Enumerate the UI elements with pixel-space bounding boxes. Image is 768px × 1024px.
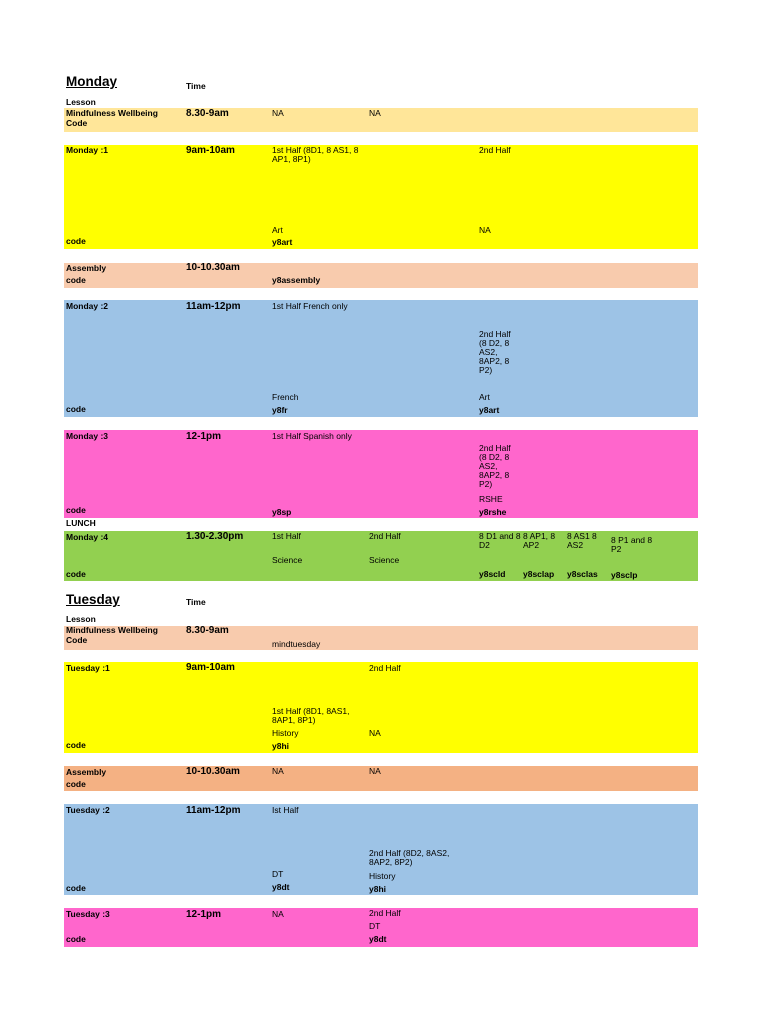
monday-period-1-row <box>64 145 698 249</box>
time-header: Time <box>186 81 206 91</box>
monday-period-3-row <box>64 430 698 518</box>
period-time: 12-1pm <box>186 431 222 442</box>
code-label: code <box>66 779 86 789</box>
subject-second-half: NA <box>369 728 381 738</box>
assembly-label: Assembly <box>66 767 107 777</box>
class-code: y8fr <box>272 405 288 415</box>
science-group: 8 D1 and 8 D2 <box>479 531 521 550</box>
assembly-time: 10-10.30am <box>186 262 240 273</box>
first-half-groups: 1st Half (8D1, 8AS1, 8AP1, 8P1) <box>272 706 350 725</box>
second-half-label: 2nd Half <box>369 663 401 673</box>
mindfulness-cell-2: NA <box>369 108 381 118</box>
period-time: 9am-10am <box>186 145 235 156</box>
mindfulness-time: 8.30-9am <box>186 108 229 119</box>
code-label: code <box>66 275 86 285</box>
period-time: 12-1pm <box>186 909 222 920</box>
code-label: code <box>66 404 86 414</box>
mindfulness-label: Mindfulness Wellbeing <box>66 625 158 635</box>
assembly-time: 10-10.30am <box>186 766 240 777</box>
code-label: code <box>66 740 86 750</box>
assembly-cell-2: NA <box>369 766 381 776</box>
period-label: Monday :2 <box>66 301 109 311</box>
code-label: code <box>66 505 86 515</box>
period-label: Monday :3 <box>66 431 109 441</box>
class-code: y8hi <box>272 741 290 751</box>
code-label: code <box>66 236 86 246</box>
tuesday-assembly-row <box>64 766 698 791</box>
second-half-groups: 2nd Half (8 D2, 8 AS2, 8AP2, 8 P2) <box>479 443 511 489</box>
mindfulness-label: Mindfulness Wellbeing <box>66 108 158 118</box>
lunch-label: LUNCH <box>66 518 96 528</box>
time-header: Time <box>186 597 206 607</box>
period-label: Monday :1 <box>66 145 109 155</box>
tuesday-heading: Tuesday <box>66 592 120 607</box>
first-half-groups: 1st Half (8D1, 8 AS1, 8 AP1, 8P1) <box>272 145 359 164</box>
second-half-groups: 2nd Half (8 D2, 8 AS2, 8AP2, 8 P2) <box>479 329 511 375</box>
second-half-label: 2nd Half <box>369 908 401 918</box>
mindfulness-code-label: Code <box>66 635 88 645</box>
mindfulness-code-label: Code <box>66 118 88 128</box>
class-code: y8art <box>272 237 293 247</box>
lesson-label: Lesson <box>66 97 96 107</box>
monday-assembly-row <box>64 263 698 288</box>
second-half-groups: 2nd Half (8D2, 8AS2, 8AP2, 8P2) <box>369 848 450 867</box>
subject-second-half: NA <box>479 225 491 235</box>
subject-second-half: History <box>369 871 396 881</box>
second-half-label: 2nd Half <box>369 531 401 541</box>
class-code: y8sclap <box>523 569 555 579</box>
monday-heading: Monday <box>66 74 118 89</box>
first-half-groups: 1st Half Spanish only <box>272 431 352 441</box>
subject-first-half: DT <box>272 869 284 879</box>
first-half-label: Ist Half <box>272 805 299 815</box>
lesson-label: Lesson <box>66 614 96 624</box>
class-code: y8sclp <box>611 570 638 580</box>
code-label: code <box>66 569 86 579</box>
class-code: y8hi <box>369 884 387 894</box>
science-group: 8 AS1 8 AS2 <box>567 531 597 550</box>
tuesday-mindfulness-row <box>64 626 698 650</box>
class-code: y8art <box>479 405 500 415</box>
tuesday-period-1-row <box>64 662 698 753</box>
subject-first-half: Science <box>272 555 303 565</box>
class-code: y8assembly <box>272 275 321 285</box>
subject-second-half: Art <box>479 392 490 402</box>
first-half-label: 1st Half <box>272 531 301 541</box>
cell-first-half: NA <box>272 909 284 919</box>
subject-first-half: French <box>272 392 299 402</box>
monday-mindfulness-row <box>64 108 698 132</box>
mindfulness-cell-1: NA <box>272 108 284 118</box>
code-label: code <box>66 883 86 893</box>
period-time: 11am-12pm <box>186 301 241 312</box>
class-code: y8scld <box>479 569 506 579</box>
first-half-groups: 1st Half French only <box>272 301 348 311</box>
period-time: 11am-12pm <box>186 805 241 816</box>
period-label: Tuesday :2 <box>66 805 110 815</box>
period-label: Monday :4 <box>66 532 109 542</box>
class-code: y8sclas <box>567 569 598 579</box>
assembly-label: Assembly <box>66 263 107 273</box>
mindfulness-time: 8.30-9am <box>186 625 229 636</box>
monday-period-2-row <box>64 300 698 417</box>
class-code: y8dt <box>369 934 387 944</box>
subject-first-half: Art <box>272 225 283 235</box>
subject-first-half: History <box>272 728 299 738</box>
code-label: code <box>66 934 86 944</box>
period-label: Tuesday :3 <box>66 909 110 919</box>
science-group: 8 P1 and 8 P2 <box>611 535 653 554</box>
class-code: y8rshe <box>479 507 507 517</box>
class-code: y8dt <box>272 882 290 892</box>
period-time: 9am-10am <box>186 662 235 673</box>
subject-second-half: DT <box>369 921 381 931</box>
subject-second-half: Science <box>369 555 400 565</box>
second-half-label: 2nd Half <box>479 145 511 155</box>
subject-second-half: RSHE <box>479 494 503 504</box>
period-time: 1.30-2.30pm <box>186 531 244 542</box>
class-code: mindtuesday <box>272 639 321 649</box>
period-label: Tuesday :1 <box>66 663 110 673</box>
science-group: 8 AP1, 8 AP2 <box>523 531 556 550</box>
assembly-cell-1: NA <box>272 766 284 776</box>
class-code: y8sp <box>272 507 292 517</box>
